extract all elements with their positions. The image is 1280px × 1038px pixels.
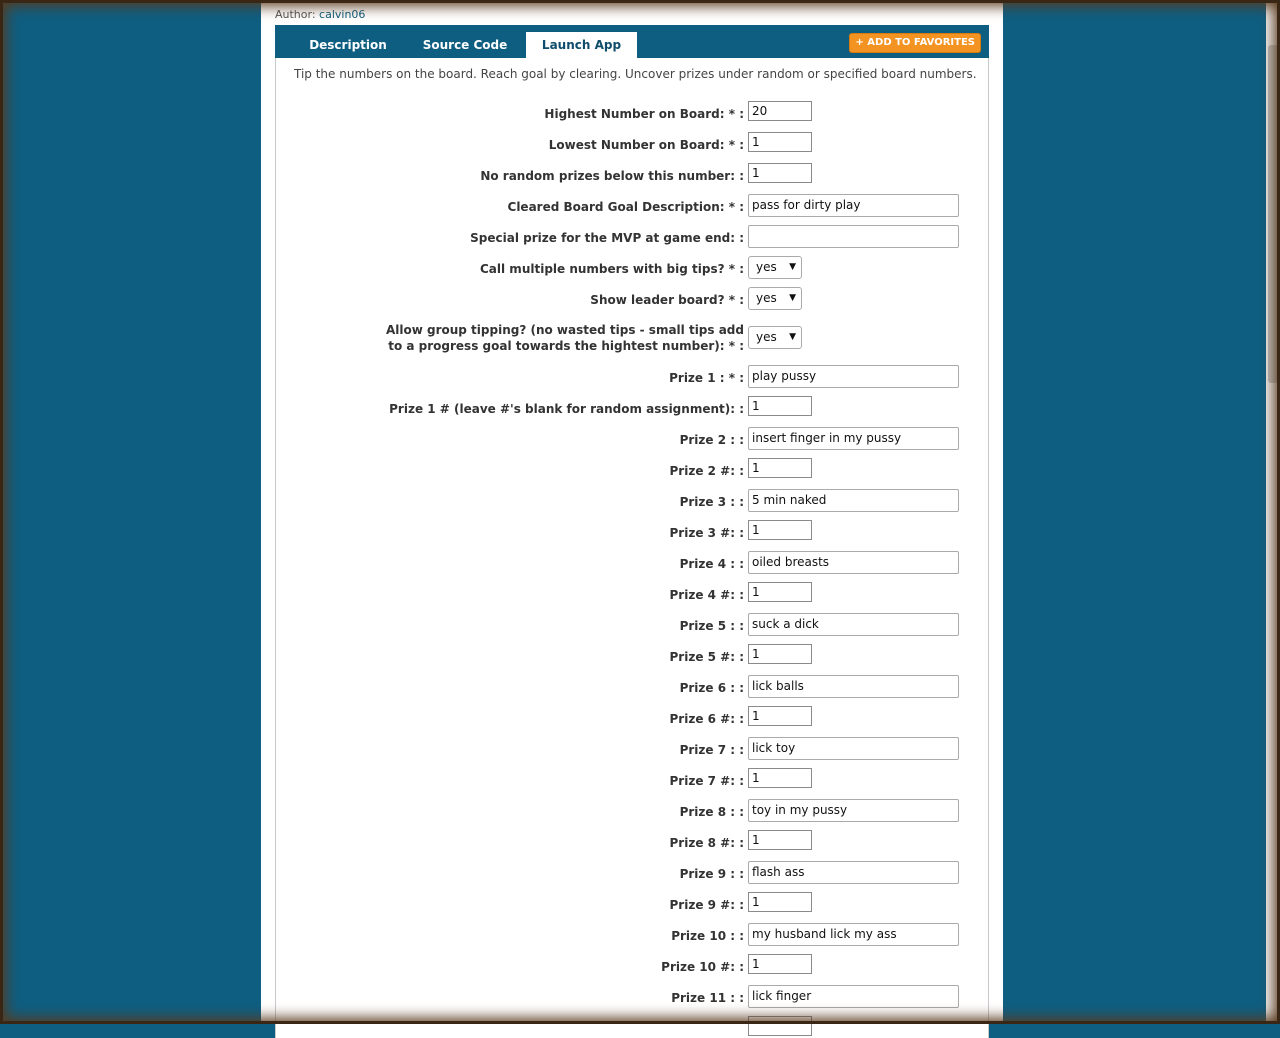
prize-label: Prize 10 : : (671, 929, 744, 943)
group-tipping-label: Allow group tipping? (no wasted tips - small tips add to a progress goal towards the hightest number): * : (385, 323, 744, 353)
prize-number-input[interactable]: 1 (748, 830, 812, 850)
prize-label: Prize 5 : : (679, 619, 744, 633)
prize-input[interactable]: play pussy (748, 365, 959, 388)
author-line (275, 8, 365, 21)
leader-board-label: Show leader board? * : (590, 293, 744, 307)
prize-number-input[interactable]: 1 (748, 520, 812, 540)
add-to-favorites-button[interactable]: + ADD TO FAVORITES (849, 33, 981, 53)
prize-number-label: Prize 10 #: : (661, 960, 744, 974)
leader-board-select[interactable] (748, 287, 802, 310)
prize-input[interactable]: toy in my pussy (748, 799, 959, 822)
tab-source-code[interactable]: Source Code (422, 38, 508, 52)
page-scrollbar[interactable] (1266, 0, 1280, 1024)
prize-number-input[interactable]: 1 (748, 396, 812, 416)
tab-description[interactable]: Description (309, 38, 387, 52)
prize-number-input[interactable]: 1 (748, 644, 812, 664)
tab-bar (275, 25, 989, 58)
prize-number-label: Prize 3 #: : (669, 526, 744, 540)
call-multiple-select[interactable] (748, 256, 802, 279)
prize-number-label: Prize 6 #: : (669, 712, 744, 726)
lowest-number-input[interactable]: 1 (748, 132, 812, 152)
prize-label: Prize 7 : : (679, 743, 744, 757)
prize-number-input[interactable]: 1 (748, 582, 812, 602)
no-random-input[interactable]: 1 (748, 163, 812, 183)
prize-number-input[interactable]: 1 (748, 954, 812, 974)
call-multiple-label: Call multiple numbers with big tips? * : (480, 262, 744, 276)
lowest-number-label: Lowest Number on Board: * : (548, 138, 744, 152)
prize-number-label: Prize 1 # (leave #'s blank for random assignment): : (389, 402, 744, 416)
prize-input[interactable]: lick toy (748, 737, 959, 760)
prize-number-input[interactable]: 1 (748, 768, 812, 788)
scrollbar-thumb[interactable] (1268, 45, 1278, 383)
prize-input[interactable]: oiled breasts (748, 551, 959, 574)
no-random-label: No random prizes below this number: : (480, 169, 744, 183)
prize-input[interactable]: insert finger in my pussy (748, 427, 959, 450)
mvp-prize-label: Special prize for the MVP at game end: : (470, 231, 744, 245)
prize-input[interactable]: lick finger (748, 985, 959, 1008)
goal-description-label: Cleared Board Goal Description: * : (507, 200, 744, 214)
prize-input[interactable]: my husband lick my ass (748, 923, 959, 946)
prize-number-label: Prize 4 #: : (669, 588, 744, 602)
dropdown-arrow-icon: ▼ (789, 293, 796, 303)
author-label: Author: (275, 8, 316, 21)
prize-label: Prize 11 : : (671, 991, 744, 1005)
app-description: Tip the numbers on the board. Reach goal by clearing. Uncover prizes under random or specified board numbers. (294, 67, 977, 81)
leader-board-value: yes (756, 291, 777, 305)
group-tipping-select[interactable] (748, 326, 802, 349)
prize-label: Prize 8 : : (679, 805, 744, 819)
prize-input[interactable]: 5 min naked (748, 489, 959, 512)
prize-number-input[interactable] (748, 1016, 812, 1036)
prize-number-label: Prize 5 #: : (669, 650, 744, 664)
highest-number-label: Highest Number on Board: * : (544, 107, 744, 121)
prize-input[interactable]: flash ass (748, 861, 959, 884)
prize-label: Prize 3 : : (679, 495, 744, 509)
dropdown-arrow-icon: ▼ (789, 332, 796, 342)
prize-label: Prize 4 : : (679, 557, 744, 571)
prize-number-input[interactable]: 1 (748, 706, 812, 726)
prize-number-label: Prize 8 #: : (669, 836, 744, 850)
page-content (261, 0, 1003, 1024)
call-multiple-value: yes (756, 260, 777, 274)
prize-label: Prize 2 : : (679, 433, 744, 447)
prize-number-label: Prize 7 #: : (669, 774, 744, 788)
prize-input[interactable]: suck a dick (748, 613, 959, 636)
goal-description-input[interactable]: pass for dirty play (748, 194, 959, 217)
prize-number-input[interactable]: 1 (748, 892, 812, 912)
author-link[interactable]: calvin06 (319, 8, 366, 21)
tab-launch-app[interactable]: Launch App (526, 32, 637, 58)
highest-number-input[interactable]: 20 (748, 101, 812, 121)
prize-label: Prize 1 : * : (669, 371, 744, 385)
group-tipping-value: yes (756, 330, 777, 344)
prize-number-label: Prize 2 #: : (669, 464, 744, 478)
dropdown-arrow-icon: ▼ (789, 262, 796, 272)
launch-app-panel (275, 58, 989, 1038)
prize-input[interactable]: lick balls (748, 675, 959, 698)
prize-label: Prize 6 : : (679, 681, 744, 695)
prize-label: Prize 9 : : (679, 867, 744, 881)
mvp-prize-input[interactable] (748, 225, 959, 248)
prize-number-input[interactable]: 1 (748, 458, 812, 478)
prize-number-label: Prize 9 #: : (669, 898, 744, 912)
